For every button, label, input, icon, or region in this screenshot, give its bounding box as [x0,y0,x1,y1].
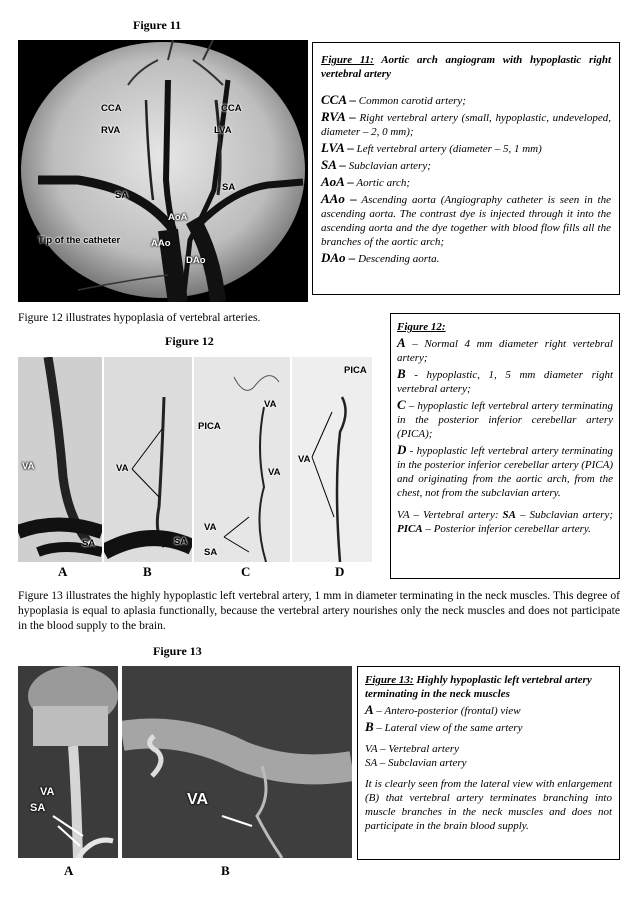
legend-item-aoa: AoA – Aortic arch; [321,174,411,189]
label-cca-right: CCA [221,103,242,114]
label-va-c1: VA [264,399,277,410]
legend-abbreviations: VA – Vertebral artery: SA – Subclavian artery; PICA – Posterior inferior cerebellar artery. [397,509,613,535]
label-sa-13a: SA [30,802,46,814]
label-va-13a: VA [40,786,55,798]
legend-item-dao: DAo – Descending aorta. [321,250,440,265]
label-va-13b: VA [187,791,209,808]
figure-13-caption-box [357,666,620,860]
figure-13-panel-b-drawing [122,666,352,858]
label-catheter-tip: Tip of the catheter [38,235,121,246]
figure-12-panel-c-letter: C [241,564,251,579]
figure-12-panel-d-image [292,357,372,562]
figure-11-angiogram [18,40,308,302]
figure-13-paragraph: Figure 13 illustrates the highly hypoplastic left vertebral artery, 1 mm in diameter terminating in the neck muscles. This degree of hypoplasia is equal to aplasia functionally, because the vertebral artery nourishes only the neck muscles and does not participate in the blood supply to the brain. [18,589,620,632]
figure-12-panel-c-image [194,357,290,562]
figure-13-abbrev-sa: SA – Subclavian artery [365,757,467,769]
legend-item-aao: AAo – Ascending aorta (Angiography catheter is seen in the ascending aorta. The contrast dye is injected through it into the ascending aorta and the dye together with blood flow fills all the branches of the aortic arch; [321,191,612,248]
panel-a-drawing [18,357,102,562]
figure-11-title: Figure 11 [133,18,182,32]
figure-12-panel-a-letter: A [58,564,68,579]
figure-13-panel-b-letter: B [221,863,230,878]
label-rva: RVA [101,125,121,136]
figure-12-panel-b-image [104,357,192,562]
legend-item-a: A – Normal 4 mm diameter right vertebral artery; [397,335,613,364]
figure-13-caption-heading: Figure 13: Highly hypoplastic left vertebral artery terminating in the neck muscles [365,674,592,700]
figure-12-caption-box [390,313,620,579]
figure-13-panel-a-drawing [18,666,118,858]
panel-b-drawing [104,357,192,562]
label-aao: AAo [151,238,171,249]
figure-11-caption-box [312,42,620,295]
label-sa-a: SA [82,538,96,549]
label-sa-b: SA [174,536,188,547]
figure-12-caption-heading: Figure 12: [397,321,446,333]
label-sa-right: SA [222,182,236,193]
label-va-d: VA [298,454,311,465]
label-va-c3: VA [204,522,217,533]
label-va-c2: VA [268,467,281,478]
figure-12-panel-a-image [18,357,102,562]
figure-12-panel-b-letter: B [143,564,152,579]
label-cca-left: CCA [101,103,122,114]
label-lva: LVA [214,125,232,136]
label-dao: DAo [186,255,206,266]
figure-13-panel-a-letter: A [64,863,74,878]
figure-12-panel-d-letter: D [335,564,345,579]
figure-13-legend-b: B – Lateral view of the same artery [365,719,523,734]
figure-11-caption-heading: Figure 11: Aortic arch angiogram with hypoplastic right vertebral artery [321,54,612,80]
figure-13-title: Figure 13 [153,644,202,658]
angiogram-drawing [18,40,308,302]
figure-13-abbrev-va: VA – Vertebral artery [365,743,459,755]
label-sa-left: SA [115,190,129,201]
legend-item-b: B - hypoplastic, 1, 5 mm diameter right vertebral artery; [397,366,613,395]
figure-13-note: It is clearly seen from the lateral view with enlargement (B) that vertebral artery terminates branching into muscle branches in the neck muscles and does not participate in the brain blood supply. [365,778,612,832]
label-va-b: VA [116,463,129,474]
label-va-a: VA [22,461,35,472]
figure-13-legend-a: A – Antero-posterior (frontal) view [365,702,521,717]
label-sa-c: SA [204,547,218,558]
legend-item-cca: CCA – Common carotid artery; [321,92,466,107]
legend-item-c: C – hypoplastic left vertebral artery terminating in the posterior inferior cerebellar artery (PICA); [397,397,613,440]
label-pica-c: PICA [198,421,221,432]
figure-12-title: Figure 12 [165,334,214,348]
figure-13-panel-a-image [18,666,118,858]
legend-item-sa: SA – Subclavian artery; [321,157,431,172]
label-pica-d: PICA [344,365,367,376]
figure-12-intro: Figure 12 illustrates hypoplasia of vertebral arteries. [18,311,261,324]
legend-item-d: D - hypoplastic left vertebral artery terminating in the posterior inferior cerebellar artery (PICA) and originating from the aortic arch, from the chest, not from the subclavian artery. [397,442,613,499]
legend-item-rva: RVA – Right vertebral artery (small, hypoplastic, undeveloped, diameter – 2, 0 mm); [321,109,611,138]
figure-13-panel-b-image [122,666,352,858]
label-aoa: AoA [168,212,188,223]
legend-item-lva: LVA – Left vertebral artery (diameter – 5, 1 mm) [321,140,542,155]
